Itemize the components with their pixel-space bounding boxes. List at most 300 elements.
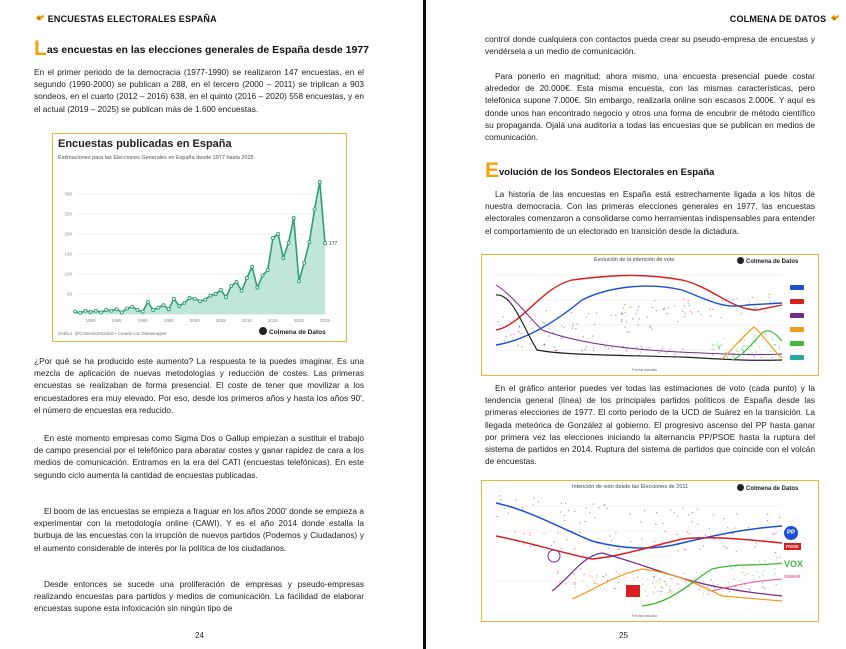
poll-point bbox=[767, 513, 768, 514]
poll-point bbox=[501, 499, 502, 500]
poll-point bbox=[626, 350, 627, 351]
poll-point bbox=[585, 316, 586, 317]
poll-point bbox=[622, 313, 623, 314]
poll-point bbox=[588, 313, 589, 314]
poll-point bbox=[642, 348, 643, 349]
right-header bbox=[730, 13, 840, 24]
poll-point bbox=[656, 512, 657, 513]
poll-point bbox=[696, 572, 697, 573]
data-point bbox=[178, 305, 181, 308]
poll-point bbox=[721, 317, 722, 318]
poll-point bbox=[575, 584, 576, 585]
brand-logo-icon bbox=[259, 327, 267, 335]
poll-point bbox=[722, 344, 723, 345]
poll-point bbox=[677, 321, 678, 322]
data-point bbox=[313, 208, 316, 211]
y-tick-label: 300 bbox=[64, 191, 72, 197]
poll-point bbox=[770, 301, 771, 302]
poll-point bbox=[688, 300, 689, 301]
poll-point bbox=[713, 349, 714, 350]
poll-point bbox=[669, 586, 670, 587]
poll-point bbox=[697, 524, 698, 525]
data-point bbox=[146, 301, 149, 304]
x-tick-label: 1995 bbox=[163, 318, 174, 323]
poll-point bbox=[745, 575, 746, 576]
poll-point bbox=[663, 309, 664, 310]
x-tick-label: 2010 bbox=[241, 318, 252, 323]
poll-point bbox=[774, 568, 775, 569]
poll-point bbox=[618, 574, 619, 575]
poll-point bbox=[689, 533, 690, 534]
poll-point bbox=[728, 582, 729, 583]
poll-point bbox=[518, 332, 519, 333]
poll-point bbox=[587, 585, 588, 586]
poll-point bbox=[669, 578, 670, 579]
poll-point bbox=[742, 572, 743, 573]
paragraph-3: El boom de las encuestas se empieza a fraguar en los años 2000' donde se empieza a experimentar con la metodología online (CAWI). Y es el año 2014 donde estalla la burbuja de las encuestas con la irrupción de nuevos partidos (Podemos y Ciudadanos) y el aumento considerable de interés por la política de los ciudadanos. bbox=[34, 506, 364, 553]
chart-title: Encuestas publicadas en España bbox=[58, 138, 232, 150]
poll-point bbox=[775, 532, 776, 533]
poll-point bbox=[606, 508, 607, 509]
poll-point bbox=[699, 549, 700, 550]
poll-point bbox=[683, 508, 684, 509]
poll-point bbox=[732, 344, 733, 345]
poll-point bbox=[756, 571, 757, 572]
poll-point bbox=[655, 523, 656, 524]
poll-point bbox=[652, 591, 653, 592]
x-tick-label: 2005 bbox=[215, 318, 226, 323]
poll-point bbox=[615, 315, 616, 316]
brand-text: Colmena de Datos bbox=[746, 486, 799, 492]
poll-point bbox=[684, 305, 685, 306]
left-section-heading bbox=[34, 38, 369, 59]
poll-point bbox=[687, 531, 688, 532]
legend-vox: VOX bbox=[784, 559, 804, 569]
poll-point bbox=[514, 334, 515, 335]
x-tick-label: 2025 bbox=[319, 318, 331, 323]
poll-point bbox=[668, 307, 669, 308]
poll-point bbox=[505, 336, 506, 337]
poll-point bbox=[673, 591, 674, 592]
poll-point bbox=[659, 590, 660, 591]
poll-point bbox=[754, 342, 755, 343]
party-legend bbox=[790, 285, 804, 360]
data-point bbox=[199, 300, 202, 303]
right-section-heading bbox=[485, 160, 714, 181]
poll-point bbox=[736, 513, 737, 514]
poll-point bbox=[709, 594, 710, 595]
poll-point bbox=[700, 574, 701, 575]
poll-point bbox=[688, 514, 689, 515]
poll-point bbox=[692, 521, 693, 522]
poll-point bbox=[522, 507, 523, 508]
poll-point bbox=[565, 503, 566, 504]
poll-point bbox=[611, 347, 612, 348]
poll-point bbox=[548, 335, 549, 336]
poll-point bbox=[624, 327, 625, 328]
poll-point bbox=[710, 316, 711, 317]
poll-point bbox=[703, 594, 704, 595]
poll-point bbox=[769, 297, 770, 298]
poll-point bbox=[746, 345, 747, 346]
data-point bbox=[225, 296, 228, 299]
poll-point bbox=[671, 578, 672, 579]
poll-point bbox=[557, 571, 558, 572]
poll-point bbox=[497, 321, 498, 322]
poll-point bbox=[594, 583, 595, 584]
poll-point bbox=[669, 349, 670, 350]
poll-point bbox=[683, 548, 684, 549]
poll-point bbox=[743, 350, 744, 351]
poll-point bbox=[580, 568, 581, 569]
poll-point bbox=[663, 588, 664, 589]
data-point bbox=[214, 293, 217, 296]
poll-point bbox=[664, 531, 665, 532]
poll-point bbox=[603, 576, 604, 577]
poll-point bbox=[668, 589, 669, 590]
poll-point bbox=[776, 584, 777, 585]
x-axis-label: Fecha estudio bbox=[632, 367, 658, 372]
poll-point bbox=[557, 532, 558, 533]
data-point bbox=[266, 269, 269, 272]
series-line-green bbox=[732, 331, 782, 360]
data-point bbox=[324, 242, 327, 245]
paragraph-history: La historia de las encuestas en España está estrechamente ligada a los hitos de nuestra democracia. Con las primeras elecciones generales en 1977, las encuestas electorales comenzaron a consolidarse como herramientas indispensables para entender el comportamiento de un electorado en transición desde la dictadura. bbox=[485, 189, 815, 236]
heading-text: volución de los Sondeos Electorales en España bbox=[499, 167, 715, 178]
poll-point bbox=[542, 322, 543, 323]
poll-point bbox=[751, 352, 752, 353]
poll-point bbox=[748, 527, 749, 528]
poll-point bbox=[649, 325, 650, 326]
poll-point bbox=[499, 495, 500, 496]
data-point bbox=[183, 301, 186, 304]
poll-point bbox=[574, 548, 575, 549]
poll-point bbox=[561, 337, 562, 338]
data-point bbox=[308, 241, 311, 244]
poll-point bbox=[577, 323, 578, 324]
poll-point bbox=[590, 576, 591, 577]
end-value-label: 177 bbox=[329, 241, 338, 248]
poll-point bbox=[725, 352, 726, 353]
poll-point bbox=[677, 516, 678, 517]
poll-point bbox=[637, 577, 638, 578]
heading-text: as encuestas en las elecciones generales de España desde 1977 bbox=[46, 44, 370, 56]
poll-point bbox=[644, 510, 645, 511]
poll-point bbox=[593, 350, 594, 351]
paragraph-2: En este momento empresas como Sigma Dos o Gallup empiezan a sustituir el trabajo de campo presencial por el telefónico para abaratar costes y ganar rapidez de cara a los medios de comunicación. Entramos en la era del CATI (encuestas telefónicas). En este segundo ciclo aumenta la cantidad de encuestas publicadas. bbox=[34, 433, 364, 480]
poll-point bbox=[759, 576, 760, 577]
poll-point bbox=[743, 567, 744, 568]
poll-point bbox=[618, 589, 619, 590]
poll-point bbox=[616, 571, 617, 572]
poll-point bbox=[504, 507, 505, 508]
poll-point bbox=[638, 324, 639, 325]
poll-point bbox=[665, 583, 666, 584]
poll-point bbox=[749, 302, 750, 303]
poll-point bbox=[670, 590, 671, 591]
left-header bbox=[34, 13, 217, 24]
poll-point bbox=[771, 357, 772, 358]
data-point bbox=[204, 298, 207, 301]
poll-point bbox=[762, 574, 763, 575]
poll-point bbox=[554, 350, 555, 351]
poll-point bbox=[636, 313, 637, 314]
poll-point bbox=[502, 316, 503, 317]
poll-point bbox=[737, 298, 738, 299]
poll-point bbox=[764, 560, 765, 561]
poll-point bbox=[678, 584, 679, 585]
chart-title: Evolución de la intención de voto bbox=[594, 257, 675, 263]
poll-point bbox=[664, 581, 665, 582]
poll-point bbox=[685, 549, 686, 550]
poll-point bbox=[561, 326, 562, 327]
poll-point bbox=[642, 584, 643, 585]
data-point bbox=[256, 286, 259, 289]
poll-point bbox=[622, 579, 623, 580]
poll-point bbox=[729, 591, 730, 592]
poll-point bbox=[766, 337, 767, 338]
chart-subtitle: Estimaciones para las Elecciones Generales en España desde 1977 hasta 2025 bbox=[58, 155, 254, 161]
poll-point bbox=[551, 545, 552, 546]
poll-point bbox=[769, 294, 770, 295]
poll-point bbox=[654, 587, 655, 588]
x-tick-label: 1990 bbox=[137, 318, 148, 323]
data-point bbox=[115, 308, 118, 311]
poll-point bbox=[759, 561, 760, 562]
poll-point bbox=[509, 321, 510, 322]
poll-point bbox=[640, 351, 641, 352]
poll-point bbox=[780, 564, 781, 565]
poll-point bbox=[699, 589, 700, 590]
data-point bbox=[167, 308, 170, 311]
poll-point bbox=[596, 578, 597, 579]
poll-point bbox=[723, 518, 724, 519]
paragraph-4: Desde entonces se sucede una proliferación de empresas y pseudo-empresas realizando encuestas para partidos y medios de comunicación. La facilidad de elaborar encuestas supone esta infoxicación sin ningún tipo de bbox=[34, 579, 364, 614]
poll-point bbox=[725, 547, 726, 548]
data-point bbox=[157, 306, 160, 309]
poll-point bbox=[575, 586, 576, 587]
poll-point bbox=[653, 578, 654, 579]
poll-point bbox=[658, 583, 659, 584]
poll-point bbox=[666, 353, 667, 354]
poll-point bbox=[611, 540, 612, 541]
poll-point bbox=[519, 327, 520, 328]
poll-point bbox=[564, 520, 565, 521]
x-tick-label: 2020 bbox=[293, 318, 304, 323]
chart-title: Intención de voto desde las Elecciones de 2011 bbox=[572, 484, 689, 490]
poll-point bbox=[682, 349, 683, 350]
data-point bbox=[318, 181, 321, 184]
data-point bbox=[209, 294, 212, 297]
legend-sumar: SUMAR bbox=[784, 574, 801, 579]
poll-point bbox=[747, 574, 748, 575]
poll-point bbox=[625, 577, 626, 578]
poll-point bbox=[774, 573, 775, 574]
poll-point bbox=[586, 346, 587, 347]
poll-point bbox=[624, 312, 625, 313]
poll-point bbox=[762, 582, 763, 583]
series-line-black bbox=[496, 295, 782, 360]
poll-point bbox=[661, 591, 662, 592]
poll-point bbox=[676, 534, 677, 535]
poll-point bbox=[767, 520, 768, 521]
right-page bbox=[427, 0, 846, 649]
poll-point bbox=[670, 509, 671, 510]
poll-point bbox=[652, 307, 653, 308]
poll-point bbox=[516, 499, 517, 500]
y-tick-label: 100 bbox=[64, 271, 72, 277]
poll-point bbox=[709, 572, 710, 573]
poll-point bbox=[609, 535, 610, 536]
poll-point bbox=[517, 345, 518, 346]
poll-point bbox=[605, 574, 606, 575]
chart-published-polls bbox=[52, 133, 347, 342]
poll-point bbox=[709, 528, 710, 529]
poll-point bbox=[658, 352, 659, 353]
poll-point bbox=[630, 307, 631, 308]
poll-point bbox=[568, 510, 569, 511]
poll-point bbox=[565, 583, 566, 584]
poll-point bbox=[756, 543, 757, 544]
x-tick-label: 2015 bbox=[267, 318, 278, 323]
poll-point bbox=[707, 593, 708, 594]
y-tick-label: 200 bbox=[64, 231, 72, 237]
data-point bbox=[126, 307, 129, 310]
poll-point bbox=[717, 584, 718, 585]
poll-point bbox=[712, 583, 713, 584]
poll-point bbox=[723, 338, 724, 339]
poll-point bbox=[660, 594, 661, 595]
poll-point bbox=[772, 533, 773, 534]
poll-point bbox=[579, 532, 580, 533]
poll-point bbox=[674, 354, 675, 355]
poll-point bbox=[723, 545, 724, 546]
poll-point bbox=[630, 541, 631, 542]
poll-point bbox=[556, 350, 557, 351]
poll-point bbox=[733, 353, 734, 354]
poll-point bbox=[752, 575, 753, 576]
poll-point bbox=[755, 546, 756, 547]
series-line-blue bbox=[496, 286, 782, 345]
page-number: 24 bbox=[195, 631, 204, 640]
poll-point bbox=[636, 597, 637, 598]
data-point bbox=[172, 297, 175, 300]
poll-point bbox=[560, 511, 561, 512]
poll-point bbox=[653, 576, 654, 577]
data-point bbox=[282, 257, 285, 260]
data-point bbox=[261, 274, 264, 277]
poll-point bbox=[712, 309, 713, 310]
y-tick-label: 250 bbox=[64, 211, 72, 217]
poll-point bbox=[670, 592, 671, 593]
poll-point bbox=[671, 581, 672, 582]
poll-point bbox=[618, 579, 619, 580]
poll-point bbox=[641, 346, 642, 347]
data-point bbox=[100, 311, 103, 314]
poll-point bbox=[640, 586, 641, 587]
data-point bbox=[277, 233, 280, 236]
poll-point bbox=[566, 539, 567, 540]
data-point bbox=[292, 217, 295, 220]
poll-point bbox=[531, 328, 532, 329]
poll-point bbox=[584, 349, 585, 350]
poll-point bbox=[775, 552, 776, 553]
paragraph-costs: Para ponerlo en magnitud; ahora mismo, una encuesta presencial puede costar alrededor de 20.000€. Esta misma encuesta, con las mismas características, pero telefónica supone 7.000€. Sin embargo, realizarla online son escasos 2.000€. Y aquí es donde unos han encontrado negocio y otros una forma de encubrir de método científico su propaganda. Ojalá una auditoría a todas las encuestas que se publican en medios de comunicación. bbox=[485, 71, 815, 143]
poll-point bbox=[652, 583, 653, 584]
poll-point bbox=[618, 582, 619, 583]
poll-point bbox=[703, 592, 704, 593]
poll-point bbox=[719, 345, 720, 346]
poll-point bbox=[764, 311, 765, 312]
brand-text: Colmena de Datos bbox=[746, 259, 799, 265]
data-point bbox=[84, 309, 87, 312]
poll-point bbox=[649, 347, 650, 348]
poll-point bbox=[592, 577, 593, 578]
poll-point bbox=[754, 334, 755, 335]
poll-point bbox=[580, 522, 581, 523]
poll-point bbox=[594, 517, 595, 518]
poll-point bbox=[723, 590, 724, 591]
x-tick-label: 1985 bbox=[111, 318, 122, 323]
poll-point bbox=[530, 343, 531, 344]
poll-point bbox=[523, 533, 524, 534]
chart-source: Gráfico: @ColmenaDeDatos • Creado con Datawrapper bbox=[58, 331, 167, 336]
poll-point bbox=[589, 575, 590, 576]
poll-point bbox=[709, 591, 710, 592]
poll-point bbox=[626, 321, 627, 322]
poll-point bbox=[654, 300, 655, 301]
legend-psoe: PSOE bbox=[786, 544, 799, 549]
poll-point bbox=[584, 521, 585, 522]
poll-point bbox=[593, 348, 594, 349]
poll-point bbox=[572, 326, 573, 327]
poll-point bbox=[740, 580, 741, 581]
poll-point bbox=[615, 532, 616, 533]
poll-point bbox=[621, 312, 622, 313]
heading-initial: E bbox=[485, 159, 500, 182]
poll-point bbox=[645, 590, 646, 591]
poll-point bbox=[736, 349, 737, 350]
poll-point bbox=[636, 347, 637, 348]
poll-point bbox=[667, 313, 668, 314]
poll-point bbox=[581, 350, 582, 351]
poll-point bbox=[667, 592, 668, 593]
poll-point bbox=[721, 300, 722, 301]
poll-point bbox=[744, 584, 745, 585]
poll-point bbox=[557, 573, 558, 574]
data-point bbox=[162, 304, 165, 307]
x-tick-label: 1980 bbox=[85, 318, 96, 323]
poll-point bbox=[732, 533, 733, 534]
poll-point bbox=[713, 355, 714, 356]
poll-point bbox=[534, 497, 535, 498]
poll-point bbox=[732, 355, 733, 356]
poll-point bbox=[606, 590, 607, 591]
poll-point bbox=[727, 527, 728, 528]
poll-point bbox=[718, 347, 719, 348]
poll-point bbox=[554, 346, 555, 347]
poll-point bbox=[650, 327, 651, 328]
data-point bbox=[245, 277, 248, 280]
poll-point bbox=[530, 546, 531, 547]
poll-point bbox=[626, 331, 627, 332]
poll-point bbox=[621, 321, 622, 322]
poll-point bbox=[776, 557, 777, 558]
data-point bbox=[89, 311, 92, 314]
data-point bbox=[120, 311, 123, 314]
paragraph-analysis: En el gráfico anterior puedes ver todas las estimaciones de voto (cada punto) y la tendencia general (línea) de los principales partidos políticos de España desde las primeras elecciones de 1977. El corto periodo de la UCD de Suárez en la transición. La llegada meteórica de González al gobierno. El progresivo ascenso del PP hasta ganar por primera vez las elecciones iniciando la alternancia PP/PSOE hasta la ruptura del sistema de partidos en 2014. Ruptura del sistema de partidos que coincide con el volcán de encuestas. bbox=[485, 383, 815, 467]
poll-point bbox=[530, 320, 531, 321]
